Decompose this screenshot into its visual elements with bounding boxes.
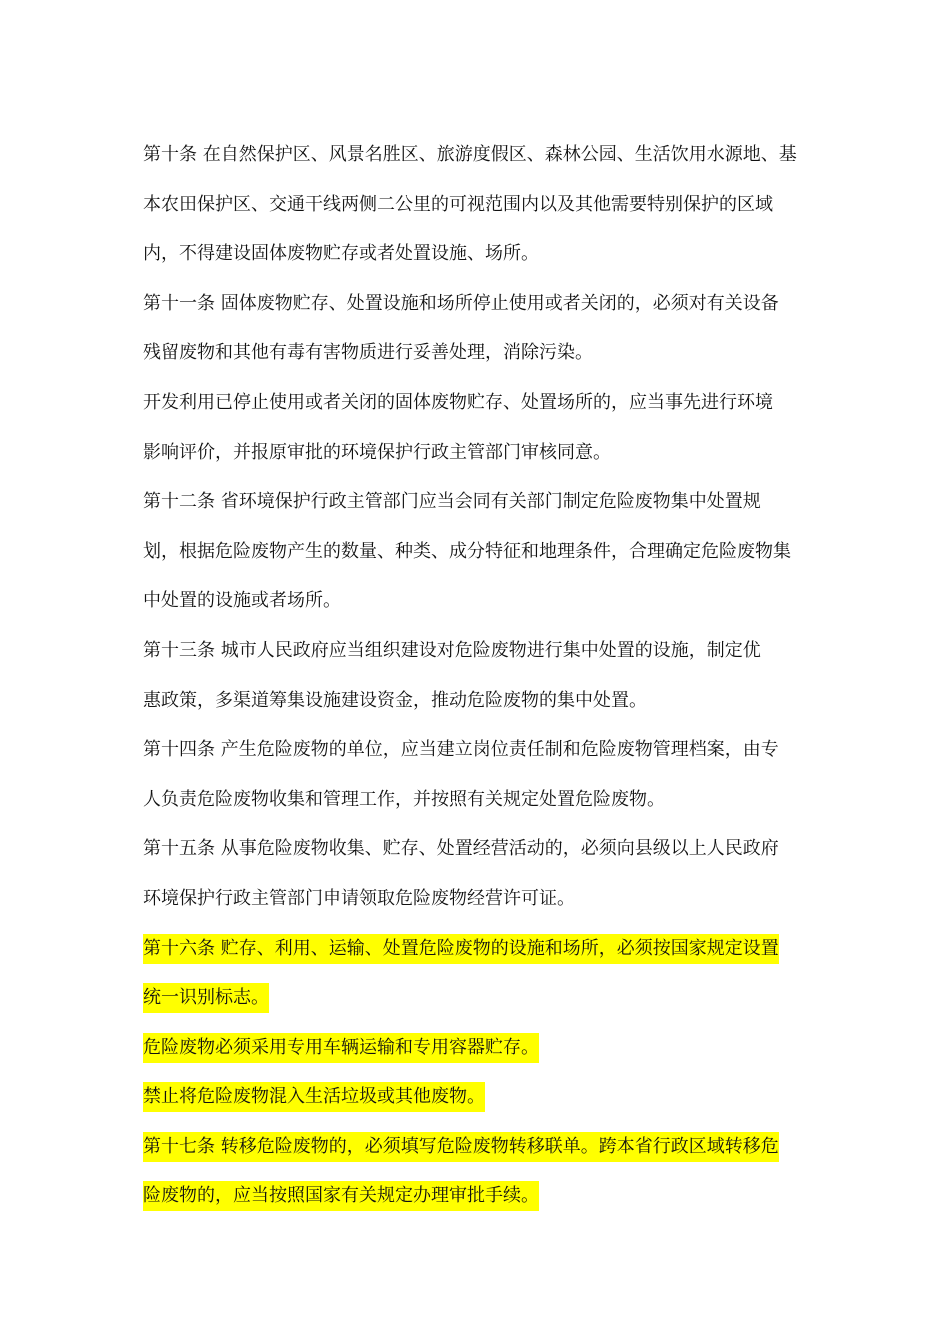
text-line <box>143 725 811 775</box>
text-line <box>143 229 811 279</box>
text-line <box>143 378 811 428</box>
document-body <box>143 130 811 1221</box>
line-text: 第十条 在自然保护区、风景名胜区、旅游度假区、森林公园、生活饮用水源地、基 <box>143 144 797 165</box>
line-text: 第十六条 贮存、利用、运输、处置危险废物的设施和场所，必须按国家规定设置 <box>143 934 779 964</box>
text-line <box>143 874 811 924</box>
line-text: 划，根据危险废物产生的数量、种类、成分特征和地理条件，合理确定危险废物集 <box>143 540 791 562</box>
text-line <box>143 626 811 676</box>
line-text: 险废物的，应当按照国家有关规定办理审批手续。 <box>143 1181 539 1211</box>
line-text: 危险废物必须采用专用车辆运输和专用容器贮存。 <box>143 1033 539 1063</box>
text-line <box>143 130 811 180</box>
line-text: 第十四条 产生危险废物的单位，应当建立岗位责任制和危险废物管理档案，由专 <box>143 739 779 761</box>
line-text: 惠政策，多渠道筹集设施建设资金，推动危险废物的集中处置。 <box>143 689 647 711</box>
line-text: 第十二条 省环境保护行政主管部门应当会同有关部门制定危险废物集中处置规 <box>143 491 761 513</box>
line-text: 残留废物和其他有毒有害物质进行妥善处理，消除污染。 <box>143 342 593 364</box>
text-line <box>143 824 811 874</box>
line-text: 开发利用已停止使用或者关闭的固体废物贮存、处置场所的，应当事先进行环境 <box>143 391 773 413</box>
highlighted-text-line <box>143 1023 811 1073</box>
highlighted-text-line <box>143 1122 811 1172</box>
line-text: 第十五条 从事危险废物收集、贮存、处置经营活动的，必须向县级以上人民政府 <box>143 838 779 860</box>
text-line <box>143 775 811 825</box>
line-text: 统一识别标志。 <box>143 983 269 1013</box>
line-text: 第十七条 转移危险废物的，必须填写危险废物转移联单。跨本省行政区域转移危 <box>143 1132 779 1162</box>
highlighted-text-line <box>143 973 811 1023</box>
line-text: 第十三条 城市人民政府应当组织建设对危险废物进行集中处置的设施，制定优 <box>143 639 761 661</box>
highlighted-text-line <box>143 1072 811 1122</box>
text-line <box>143 576 811 626</box>
text-line <box>143 527 811 577</box>
text-line <box>143 279 811 329</box>
highlighted-text-line <box>143 924 811 974</box>
line-text: 环境保护行政主管部门申请领取危险废物经营许可证。 <box>143 887 575 909</box>
text-line <box>143 180 811 230</box>
line-text: 第十一条 固体废物贮存、处置设施和场所停止使用或者关闭的，必须对有关设备 <box>143 292 779 314</box>
text-line <box>143 328 811 378</box>
line-text: 影响评价，并报原审批的环境保护行政主管部门审核同意。 <box>143 441 611 463</box>
line-text: 人负责危险废物收集和管理工作，并按照有关规定处置危险废物。 <box>143 788 665 810</box>
line-text: 禁止将危险废物混入生活垃圾或其他废物。 <box>143 1082 485 1112</box>
line-text: 内，不得建设固体废物贮存或者处置设施、场所。 <box>143 243 539 265</box>
line-text: 本农田保护区、交通干线两侧二公里的可视范围内以及其他需要特别保护的区域 <box>143 193 773 215</box>
text-line <box>143 676 811 726</box>
text-line <box>143 428 811 478</box>
highlighted-text-line <box>143 1171 811 1221</box>
text-line <box>143 477 811 527</box>
line-text: 中处置的设施或者场所。 <box>143 590 341 612</box>
